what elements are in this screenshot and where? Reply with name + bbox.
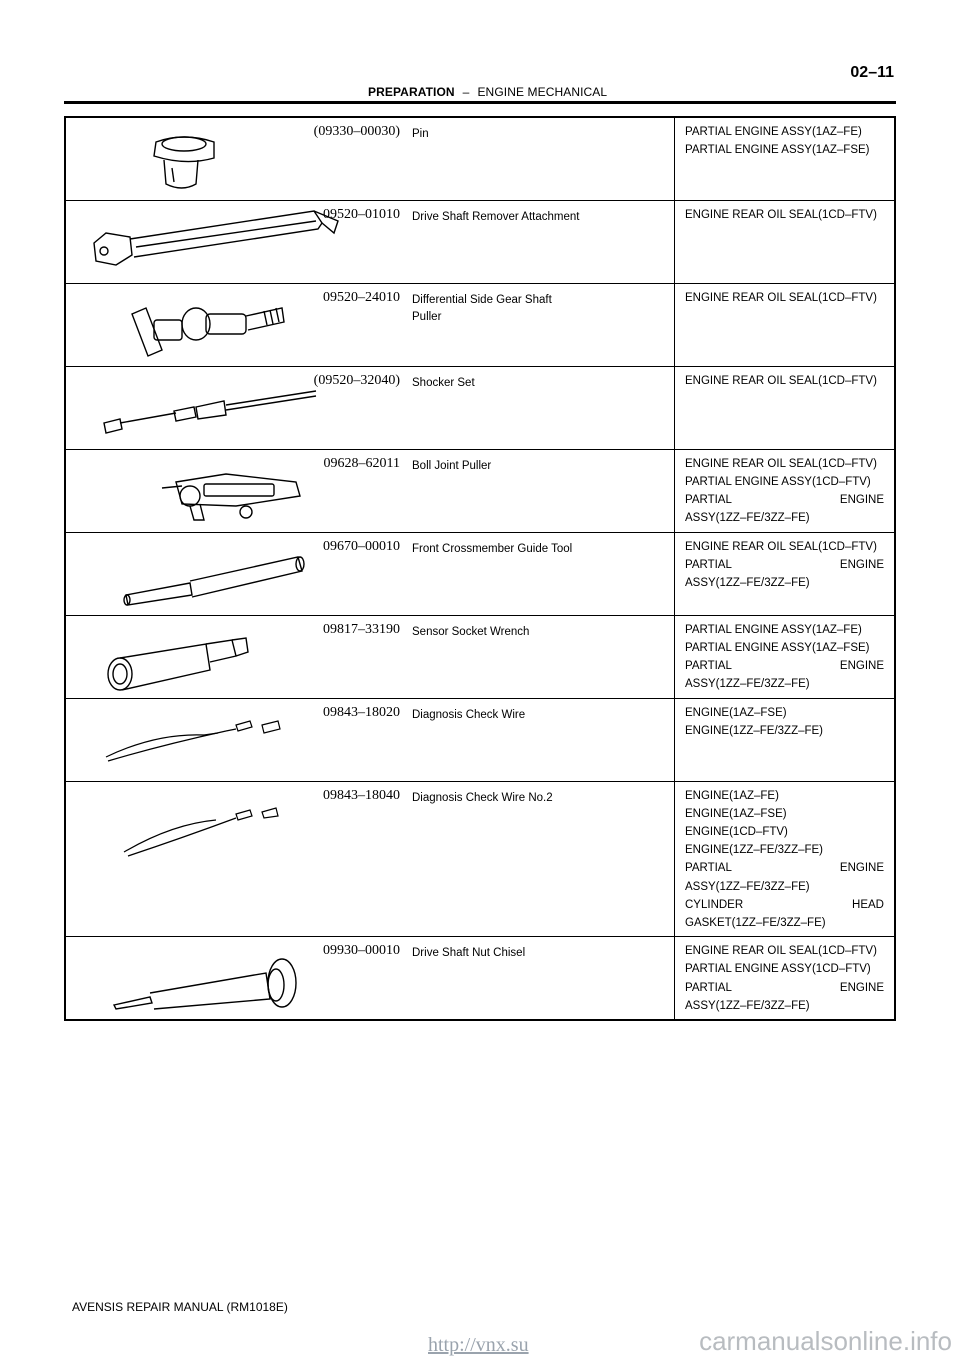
pin-tool-icon (86, 124, 326, 196)
tool-row (65, 449, 895, 532)
page-number: 02–11 (850, 64, 894, 81)
tool-name: Differential Side Gear Shaft Puller (412, 293, 552, 323)
guide-tool-icon (86, 539, 326, 611)
tool-usage: ENGINE(1AZ–FSE) ENGINE(1ZZ–FE/3ZZ–FE) (685, 706, 824, 737)
tool-usage: PARTIAL ENGINE ASSY(1AZ–FE) PARTIAL ENGINE ASSY(1AZ–FSE) PARTIAL ENGINE ASSY(1ZZ–FE/3ZZ–FE) (685, 623, 884, 691)
part-number: 09930–00010 (323, 943, 400, 959)
tool-usage: ENGINE(1AZ–FE) ENGINE(1AZ–FSE) ENGINE(1CD–FTV) ENGINE(1ZZ–FE/3ZZ–FE) PARTIAL ENGINE ASSY(1ZZ–FE/3ZZ–FE) CYLINDER HEAD GASKET(1ZZ–FE/3ZZ–FE) (685, 789, 884, 929)
tool-illustration-cell (65, 615, 406, 698)
part-number: 09817–33190 (323, 621, 400, 637)
subsection-title: ENGINE MECHANICAL (477, 85, 608, 99)
tool-usage: ENGINE REAR OIL SEAL(1CD–FTV) (685, 374, 877, 387)
part-number: 09670–00010 (323, 538, 400, 554)
drive-shaft-remover-icon (86, 207, 346, 281)
part-number: (09330–00030) (313, 124, 400, 139)
tool-name: Front Crossmember Guide Tool (412, 542, 573, 555)
check-wire-icon (86, 705, 326, 777)
tool-illustration-cell (65, 366, 406, 449)
watermark-site: carmanualsonline.info (699, 1326, 952, 1356)
tool-illustration-cell (65, 283, 406, 366)
tool-illustration-cell (65, 781, 406, 937)
check-wire-no2-icon (86, 788, 326, 868)
tool-usage: ENGINE REAR OIL SEAL(1CD–FTV) PARTIAL ENGINE ASSY(1ZZ–FE/3ZZ–FE) (685, 540, 884, 589)
tool-row (65, 366, 895, 449)
watermark-link[interactable]: http://vnx.su (428, 1334, 529, 1356)
section-title: PREPARATION (368, 85, 455, 99)
tool-name: Drive Shaft Remover Attachment (412, 210, 580, 223)
tool-illustration-cell (65, 117, 406, 200)
special-service-tools-table (64, 116, 896, 1021)
header-separator: – (462, 85, 470, 99)
part-number: 09843–18040 (323, 787, 400, 803)
tool-illustration-cell (65, 449, 406, 532)
part-number: (09520–32040) (313, 372, 400, 388)
tool-name: Diagnosis Check Wire (412, 708, 526, 721)
tool-row (65, 283, 895, 366)
tool-usage: PARTIAL ENGINE ASSY(1AZ–FE) PARTIAL ENGINE ASSY(1AZ–FSE) (685, 126, 870, 157)
tool-usage: ENGINE REAR OIL SEAL(1CD–FTV) PARTIAL ENGINE ASSY(1CD–FTV) PARTIAL ENGINE ASSY(1ZZ–FE/3ZZ–FE) (685, 945, 884, 1012)
tool-row (65, 200, 895, 283)
manual-footer: AVENSIS REPAIR MANUAL (RM1018E) (72, 1300, 288, 1314)
tool-usage: ENGINE REAR OIL SEAL(1CD–FTV) (685, 208, 877, 221)
tool-row (65, 532, 895, 615)
tool-name: Boll Joint Puller (412, 459, 492, 472)
tool-illustration-cell (65, 937, 406, 1020)
ball-joint-puller-icon (86, 456, 326, 528)
tool-name: Sensor Socket Wrench (412, 625, 530, 638)
tool-row (65, 781, 895, 937)
part-number: 09628–62011 (323, 455, 400, 471)
tool-name: Drive Shaft Nut Chisel (412, 947, 526, 960)
part-number: 09843–18020 (323, 704, 400, 720)
part-number: 09520–24010 (323, 289, 400, 305)
tool-usage: ENGINE REAR OIL SEAL(1CD–FTV) (685, 291, 877, 304)
tool-illustration-cell (65, 698, 406, 781)
tool-row (65, 698, 895, 781)
tool-name: Diagnosis Check Wire No.2 (412, 791, 553, 804)
part-number: 09520–01010 (323, 206, 400, 222)
tool-illustration-cell (65, 532, 406, 615)
shocker-set-icon (86, 373, 326, 447)
tool-row (65, 615, 895, 698)
tool-illustration-cell (65, 200, 406, 283)
section-header (368, 85, 607, 99)
tool-row (65, 117, 895, 200)
gear-shaft-puller-icon (86, 290, 326, 364)
socket-wrench-icon (86, 622, 326, 696)
tool-name: Shocker Set (412, 376, 475, 389)
tool-name: Pin (412, 128, 429, 140)
header-rule (64, 101, 896, 104)
tool-row (65, 937, 895, 1020)
tool-usage: ENGINE REAR OIL SEAL(1CD–FTV) PARTIAL ENGINE ASSY(1CD–FTV) PARTIAL ENGINE ASSY(1ZZ–FE/3ZZ–FE) (685, 457, 884, 525)
nut-chisel-icon (86, 943, 326, 1019)
